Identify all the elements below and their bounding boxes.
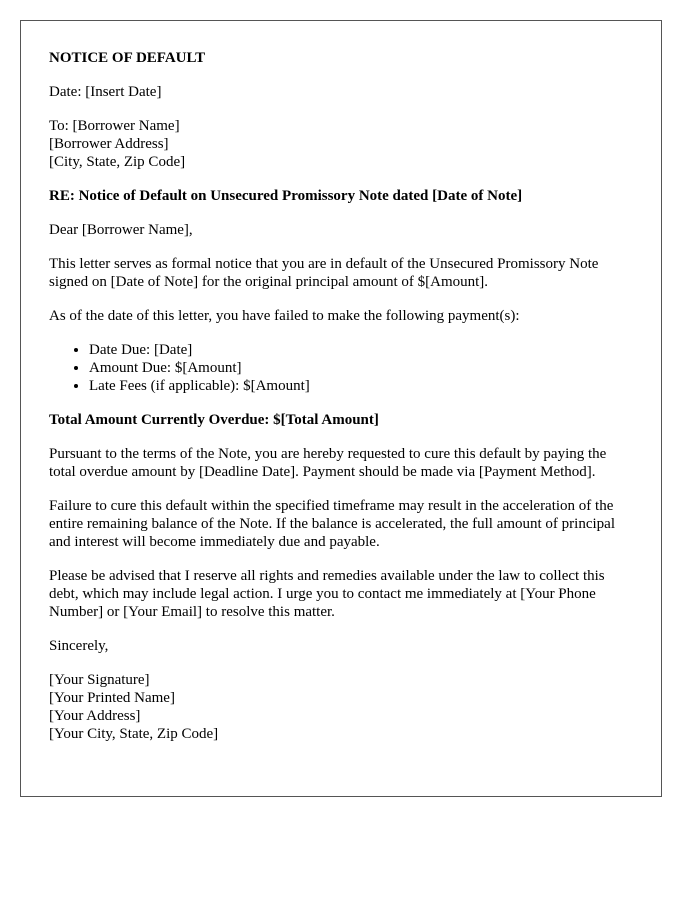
list-item-amount-due: • Amount Due: $[Amount] [89,359,633,377]
failed-payments-intro: As of the date of this letter, you have failed to make the following payment(s): [49,308,520,324]
sender-city-state-zip: [Your City, State, Zip Code] [49,726,219,742]
sender-signature: [Your Signature] [49,672,150,688]
recipient-address-block [49,117,633,171]
acceleration-warning-paragraph: Failure to cure this default within the specified timeframe may result in the acceleration of the entire remaining balance of the Note. If the balance is accelerated, the full amount of principal and interest will become immediately due and payable. [49,498,615,550]
rights-reserved-paragraph: Please be advised that I reserve all rights and remedies available under the law to collect this debt, which may include legal action. I urge you to contact me immediately at [Your Phone Number] or [Your Email] to resolve this matter. [49,568,605,620]
letter-title: NOTICE OF DEFAULT [49,50,206,66]
closing: Sincerely, [49,638,109,654]
letter-document [20,20,662,797]
sender-printed-name: [Your Printed Name] [49,690,175,706]
recipient-address: [Borrower Address] [49,136,169,152]
payment-items-list [49,341,633,395]
recipient-name: To: [Borrower Name] [49,118,180,134]
signature-block [49,671,633,743]
sender-address: [Your Address] [49,708,141,724]
salutation: Dear [Borrower Name], [49,222,193,238]
subject-line: RE: Notice of Default on Unsecured Promissory Note dated [Date of Note] [49,188,523,204]
intro-paragraph: This letter serves as formal notice that you are in default of the Unsecured Promissory Note signed on [Date of Note] for the original principal amount of $[Amount]. [49,256,599,290]
date-line: Date: [Insert Date] [49,84,162,100]
list-item-date-due: • Date Due: [Date] [89,341,633,359]
list-item-late-fees: • Late Fees (if applicable): $[Amount] [89,377,633,395]
recipient-city-state-zip: [City, State, Zip Code] [49,154,186,170]
cure-request-paragraph: Pursuant to the terms of the Note, you are hereby requested to cure this default by paying the total overdue amount by [Deadline Date]. Payment should be made via [Payment Method]. [49,446,607,480]
total-overdue: Total Amount Currently Overdue: $[Total Amount] [49,412,379,428]
